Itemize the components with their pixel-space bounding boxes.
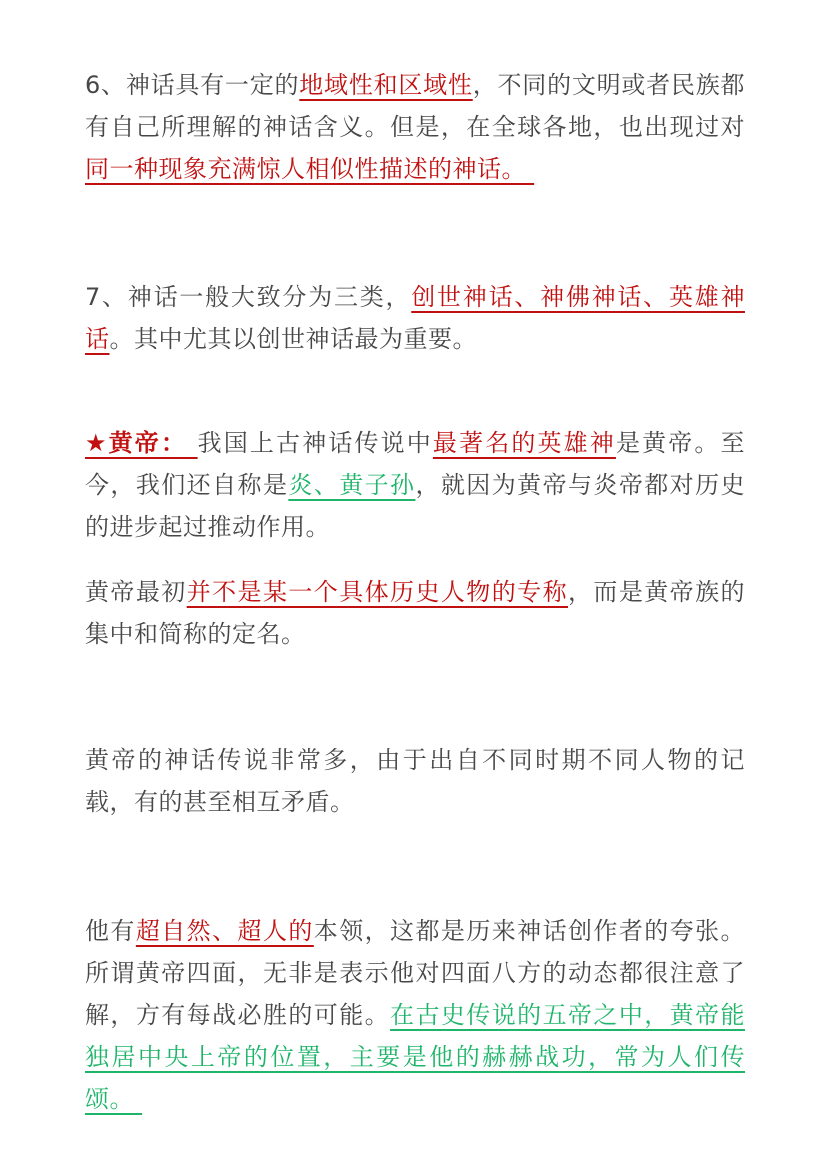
text-run: 6、神话具有一定的 [85,71,300,99]
text-run: 本领，这都是历来神话创作者的夸张。所谓黄帝四面，无非是表示他对四面八方的动态都很注意了解，方有每战必胜的可能。 [85,917,746,1029]
text-run: 黄帝的神话传说非常多，由于出自不同时期不同人物的记载，有的甚至相互矛盾。 [85,746,745,816]
red-highlight: 创世神话、神佛神话、英雄神话 [85,283,745,353]
text-run: 是黄帝。至今，我们还自称是 [85,429,746,499]
red-highlight: 并不是某一个具体历史人物的专称 [186,578,568,606]
paragraph-point-7 [85,276,745,360]
text-run: ，而是黄帝族的集中和简称的定名。 [85,578,746,648]
text-run: 黄帝最初 [85,578,187,606]
text-run: 他有 [85,917,136,945]
huangdi-heading-star: ★黄帝： [85,429,198,457]
text-run: 。其中尤其以创世神话最为重要。 [109,325,477,353]
red-highlight: 超自然、超人的 [135,917,314,945]
red-highlight: 地域性和区域性 [299,71,473,99]
paragraph-point-6 [85,64,745,190]
text-run: 7、神话一般大致分为三类， [85,283,412,311]
text-run: ，就因为黄帝与炎帝都对历史的进步起过推动作用。 [85,471,746,541]
text-run: 我国上古神话传说中 [197,429,433,457]
green-highlight: 在古史传说的五帝之中，黄帝能独居中央上帝的位置，主要是他的赫赫战功，常为人们传颂。 [85,1001,746,1113]
text-run: ，不同的文明或者民族都有自己所理解的神话含义。但是，在全球各地，也出现过对 [85,71,746,141]
paragraph-huangdi-powers [85,910,745,1120]
red-highlight: 最著名的英雄神 [432,429,616,457]
paragraph-huangdi-name [85,571,745,655]
red-highlight: 同一种现象充满惊人相似性描述的神话。 [85,155,535,183]
paragraph-huangdi-intro [85,422,745,548]
green-highlight: 炎、黄子孙 [288,471,416,499]
paragraph-huangdi-legends [85,739,745,823]
